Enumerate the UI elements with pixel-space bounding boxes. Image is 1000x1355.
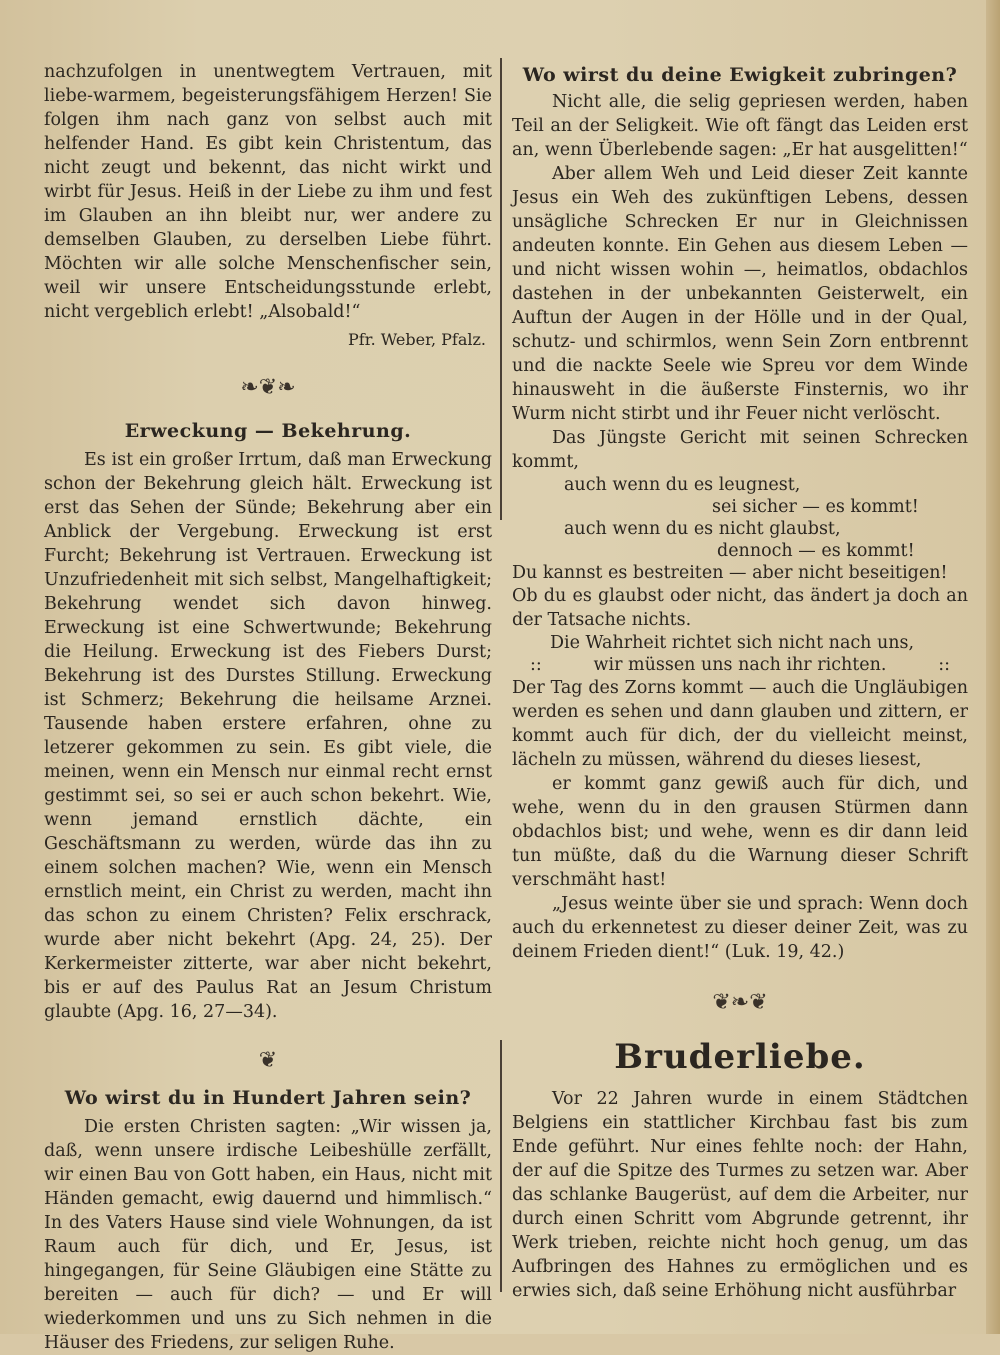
poem-line: auch wenn du es leugnest, <box>564 475 801 495</box>
paragraph-hundert-jahren: Die ersten Christen sagten: „Wir wissen ja, daß, wenn unsere irdische Leibeshülle zerfällt, wir einen Bau von Gott haben, ein Haus, nicht mit Händen gemacht, ewig dauernd und himmlisch.“ In des Vaters Hause sind viele Wohnungen, da ist Raum auch für dich, und Er, Jesus, ist hingegangen, für Seine Gläubigen eine Stätte zu bereiten — auch für dich? — und Er will wiederkommen und uns zu Sich nehmen in die Häuser des Friedens, zur seligen Ruhe. <box>44 1117 492 1353</box>
colon-mark: :: <box>938 655 950 675</box>
poem-line: dennoch — es kommt! <box>717 541 915 561</box>
poem-line: sei sicher — es kommt! <box>712 497 919 517</box>
heading-hundert-jahren: Wo wirst du in Hundert Jahren sein? <box>64 1087 472 1109</box>
statement-line: Die Wahrheit richtet sich nicht nach uns, <box>550 633 915 653</box>
paragraph-bruderliebe: Vor 22 Jahren wurde in einem Städtchen Belgiens ein stattlicher Kirchbau fast bis zum Ende geführt. Nur eines fehlte noch: der Hahn, der auf die Spitze des Turmes zu setzen war. Aber das schlanke Baugerüst, auf dem die Arbeiter, nur durch einen Schritt vom Abgrunde getrennt, ihr Werk trieben, reichte nicht hoch genug, um das Aufbringen des Hahnes zu ermöglichen und es erwies sich, daß seine Erhöhung nicht ausführbar <box>512 1089 968 1301</box>
left-column <box>44 0 492 1355</box>
heading-erweckung: Erweckung — Bekehrung. <box>124 420 412 442</box>
poem-line: auch wenn du es nicht glaubst, <box>564 519 841 539</box>
poem-block <box>512 474 968 562</box>
paragraph-warnung: er kommt ganz gewiß auch für dich, und wehe, wenn du in den grausen Stürmen dann obdachlos bist; und wehe, wenn es dir dann leid tun müßte, daß du die Warnung dieser Schrift verschmäht hast! <box>512 774 968 890</box>
right-column <box>512 0 968 1303</box>
paragraph-continued: nachzufolgen in unentwegtem Vertrauen, mit liebe-warmem, begeisterungsfähigem Herzen! Sie folgen ihm nach ganz von selbst auch mit helfender Hand. Es gibt kein Christentum, das nicht zeugt und bekennt, das nicht wirkt und wirbt für Jesus. Heiß in der Liebe zu ihm und fest im Glauben an ihn bleibt nur, wer andere zu demselben Glauben, zu derselben Liebe führt. Möchten wir alle solche Menschenfischer sein, weil wir unsere Entscheidungsstunde erlebt, nicht vergeblich erlebt! „Alsobald!“ <box>44 62 492 322</box>
ornament-divider: ❧❦❧ <box>240 375 296 400</box>
paragraph-ewigkeit-3: Das Jüngste Gericht mit seinen Schrecken kommt, <box>512 428 968 472</box>
ornament-divider-small: ❦ <box>258 1048 278 1073</box>
paragraph-ewigkeit-1: Nicht alle, die selig gepriesen werden, haben Teil an der Seligkeit. Wie oft fängt das Leiden erst an, wenn Überlebende sagen: „Er hat ausgelitten!“ <box>512 92 968 160</box>
statement-text: wir müssen uns nach ihr richten. <box>593 655 887 675</box>
statement-line-colons <box>512 654 968 676</box>
column-rule-top <box>500 58 502 520</box>
statement-line: Du kannst es bestreiten — aber nicht beseitigen! <box>512 563 948 583</box>
ornament-divider-large: ❦❧❦ <box>712 990 768 1015</box>
paragraph-jesus-weinte: „Jesus weinte über sie und sprach: Wenn doch auch du erkennetest zu dieser deiner Zeit, was zu deinem Frieden dient!“ (Luk. 19, 42.) <box>512 894 968 962</box>
statement-paragraph: Ob du es glaubst oder nicht, das ändert ja doch an der Tatsache nichts. <box>512 586 968 630</box>
paragraph-ewigkeit-2: Aber allem Weh und Leid dieser Zeit kannte Jesus ein Weh des zukünftigen Lebens, dessen unsägliche Schrecken Er nur in Gleichnissen andeuten konnte. Ein Gehen aus diesem Leben — und nicht wissen wohin —, heimatlos, obdachlos dastehen in der unbekannten Geisterwelt, ein Auftun der Augen in der Hölle und in der Qual, schutz- und schirmlos, wenn Sein Zorn entbrennt und die nackte Seele wie Spreu vor dem Winde hinausweht in die äußerste Finsternis, wo ihr Wurm nicht stirbt und ihr Feuer nicht verlöscht. <box>512 164 968 424</box>
colon-mark: :: <box>530 655 542 675</box>
column-rule-bottom <box>500 1040 502 1292</box>
heading-bruderliebe: Bruderliebe. <box>614 1037 866 1077</box>
paragraph-erweckung: Es ist ein großer Irrtum, daß man Erweckung schon der Bekehrung gleich hält. Erweckung ist erst das Sehen der Sünde; Bekehrung aber ein Anblick der Vergebung. Erweckung ist erst Furcht; Bekehrung ist Vertrauen. Erweckung ist Unzufriedenheit mit sich selbst, Mangelhaftigkeit; Bekehrung wendet sich davon hinweg. Erweckung ist eine Schwertwunde; Bekehrung die Heilung. Erweckung ist des Fiebers Durst; Bekehrung ist des Durstes Stillung. Erweckung ist Schmerz; Bekehrung die heilsame Arznei. Tausende haben erstere erfahren, ohne zu letzerer gekommen zu sein. Es gibt viele, die meinen, wenn ein Mensch nur einmal recht ernst gestimmt sei, so sei er auch schon bekehrt. Wie, wenn jemand ernstlich dächte, ein Geschäftsmann zu werden, würde das ihn zu einem solchen machen? Wie, wenn ein Mensch ernstlich meint, ein Christ zu werden, macht ihn das schon zu einem Christen? Felix erschrack, wurde aber nicht bekehrt (Apg. 24, 25). Der Kerkermeister zitterte, war aber nicht bekehrt, bis er auf des Paulus Rat an Jesum Christum glaubte (Apg. 16, 27—34). <box>44 450 492 1022</box>
paragraph-tag-des-zorns: Der Tag des Zorns kommt — auch die Ungläubigen werden es sehen und dann glauben und zittern, er kommt auch für dich, der du vielleicht meinst, lächeln zu müssen, während du dieses liesest, <box>512 678 968 770</box>
heading-ewigkeit: Wo wirst du deine Ewigkeit zubringen? <box>522 64 958 86</box>
page-edge <box>986 0 1000 1334</box>
author-signature: Pfr. Weber, Pfalz. <box>348 330 486 349</box>
